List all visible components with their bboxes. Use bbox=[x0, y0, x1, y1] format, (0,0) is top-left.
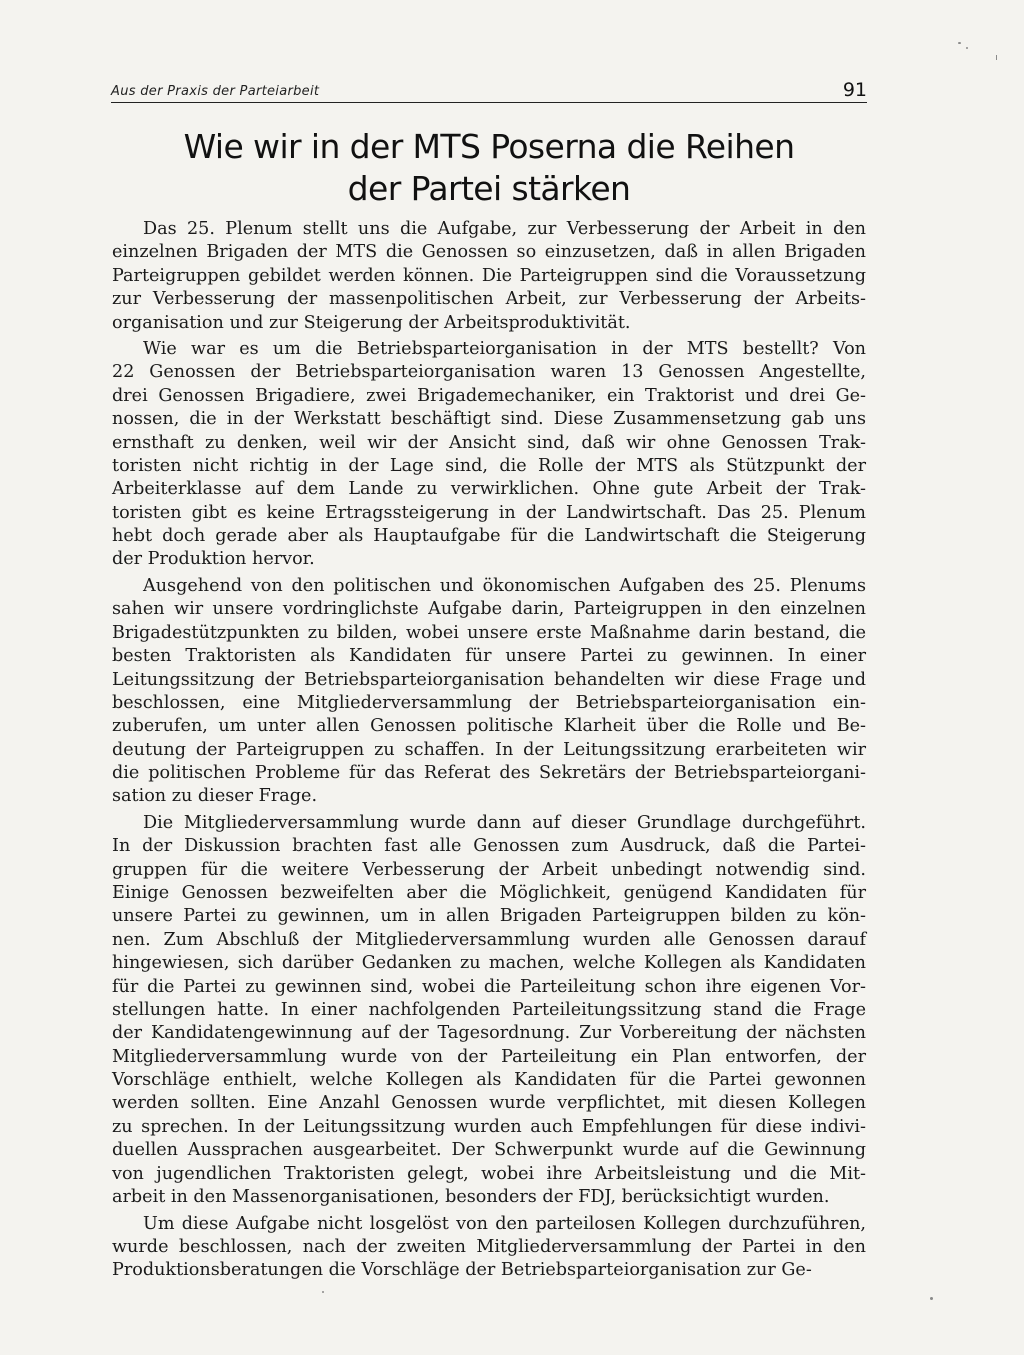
text-line: der Kandidatengewinnung auf der Tagesordnung. Zur Vorbereitung der nächsten bbox=[112, 1023, 866, 1044]
text-line: Einige Genossen bezweifelten aber die Möglichkeit, genügend Kandidaten für bbox=[112, 883, 866, 904]
text-line: besten Traktoristen als Kandidaten für unsere Partei zu gewinnen. In einer bbox=[112, 646, 866, 667]
text-line: der Produktion hervor. bbox=[112, 549, 315, 570]
running-title: Aus der Praxis der Parteiarbeit bbox=[111, 84, 320, 99]
text-line: Parteigruppen gebildet werden können. Die Parteigruppen sind die Voraussetzung bbox=[112, 265, 866, 286]
text-line: einzelnen Brigaden der MTS die Genossen so einzusetzen, daß in allen Brigaden bbox=[112, 242, 866, 263]
text-line: Wie war es um die Betriebsparteiorganisation in der MTS bestellt? Von bbox=[143, 339, 866, 360]
text-line: gruppen für die weitere Verbesserung der Arbeit unbedingt notwendig sind. bbox=[112, 859, 866, 880]
paper-speck bbox=[322, 1291, 324, 1293]
paper-speck bbox=[996, 55, 997, 60]
text-line: Produktionsberatungen die Vorschläge der Betriebsparteiorganisation zur Ge- bbox=[112, 1260, 812, 1281]
paragraph bbox=[112, 338, 866, 572]
paragraph bbox=[112, 218, 866, 335]
text-line: zu sprechen. In der Leitungssitzung wurden auch Empfehlungen für diese indivi- bbox=[112, 1116, 866, 1137]
text-line: stellungen hatte. In einer nachfolgenden Parteileitungssitzung stand die Frage bbox=[112, 999, 866, 1020]
text-line: duellen Aussprachen ausgearbeitet. Der Schwerpunkt wurde auf die Gewinnung bbox=[112, 1140, 866, 1161]
text-line: Das 25. Plenum stellt uns die Aufgabe, zur Verbesserung der Arbeit in den bbox=[143, 219, 866, 239]
text-line: Ausgehend von den politischen und ökonomischen Aufgaben des 25. Plenums bbox=[143, 576, 866, 596]
paper-speck bbox=[958, 42, 961, 44]
article-body bbox=[112, 218, 866, 1283]
text-line: beschlossen, eine Mitgliederversammlung der Betriebsparteiorganisation ein- bbox=[112, 692, 866, 713]
text-line: Die Mitgliederversammlung wurde dann auf dieser Grundlage durchgeführt. bbox=[143, 812, 866, 833]
text-line: unsere Partei zu gewinnen, um in allen Brigaden Parteigruppen bilden zu kön- bbox=[112, 906, 866, 927]
paragraph bbox=[112, 812, 866, 1209]
text-line: Um diese Aufgabe nicht losgelöst von den parteilosen Kollegen durchzuführen, bbox=[143, 1213, 866, 1234]
text-line: toristen gibt es keine Ertragssteigerung in der Landwirtschaft. Das 25. Plenum bbox=[112, 502, 866, 523]
text-line: Leitungssitzung der Betriebsparteiorganisation behandelten wir diese Frage und bbox=[112, 669, 866, 690]
text-line: die politischen Probleme für das Referat des Sekretärs der Betriebsparteiorgani- bbox=[112, 763, 866, 783]
text-line: Arbeiterklasse auf dem Lande zu verwirklichen. Ohne gute Arbeit der Trak- bbox=[112, 479, 866, 500]
text-line: wurde beschlossen, nach der zweiten Mitgliederversammlung der Partei in den bbox=[112, 1236, 866, 1257]
paper-speck bbox=[930, 1297, 933, 1300]
text-line: toristen nicht richtig in der Lage sind, die Rolle der MTS als Stützpunkt der bbox=[112, 455, 866, 476]
page-number: 91 bbox=[842, 79, 867, 101]
article-title-line-1: Wie wir in der MTS Poserna die Reihen bbox=[183, 127, 795, 166]
text-line: hebt doch gerade aber als Hauptaufgabe für die Landwirtschaft die Steigerung bbox=[112, 526, 866, 547]
text-line: zuberufen, um unter allen Genossen politische Klarheit über die Rolle und Be- bbox=[112, 716, 866, 737]
text-line: 22 Genossen der Betriebsparteiorganisation waren 13 Genossen Angestellte, bbox=[112, 362, 866, 383]
paragraph bbox=[112, 1213, 866, 1283]
running-header bbox=[111, 78, 867, 103]
text-line: sation zu dieser Frage. bbox=[112, 786, 318, 807]
text-line: von jugendlichen Traktoristen gelegt, wobei ihre Arbeitsleistung und die Mit- bbox=[112, 1163, 866, 1184]
text-line: ernsthaft zu denken, weil wir der Ansicht sind, daß wir ohne Genossen Trak- bbox=[112, 432, 866, 453]
text-line: sahen wir unsere vordringlichste Aufgabe darin, Parteigruppen in den einzelnen bbox=[112, 599, 866, 620]
text-line: zur Verbesserung der massenpolitischen Arbeit, zur Verbesserung der Arbeits- bbox=[112, 289, 866, 310]
text-line: nen. Zum Abschluß der Mitgliederversammlung wurden alle Genossen darauf bbox=[112, 929, 866, 950]
text-line: arbeit in den Massenorganisationen, besonders der FDJ, berücksichtigt wurden. bbox=[112, 1186, 830, 1207]
text-line: drei Genossen Brigadiere, zwei Brigademechaniker, ein Traktorist und drei Ge- bbox=[112, 385, 866, 406]
text-line: deutung der Parteigruppen zu schaffen. In der Leitungssitzung erarbeiteten wir bbox=[112, 739, 866, 760]
text-line: Mitgliederversammlung wurde von der Parteileitung ein Plan entworfen, der bbox=[112, 1046, 866, 1067]
text-line: werden sollten. Eine Anzahl Genossen wurde verpflichtet, mit diesen Kollegen bbox=[112, 1093, 866, 1114]
text-line: für die Partei zu gewinnen sind, wobei die Parteileitung schon ihre eigenen Vor- bbox=[112, 976, 866, 997]
text-line: Brigadestützpunkten zu bilden, wobei unsere erste Maßnahme darin bestand, die bbox=[112, 622, 866, 643]
text-line: hingewiesen, sich darüber Gedanken zu machen, welche Kollegen als Kandidaten bbox=[112, 953, 866, 974]
text-line: Vorschläge enthielt, welche Kollegen als Kandidaten für die Partei gewonnen bbox=[112, 1070, 866, 1091]
article-title bbox=[111, 126, 867, 210]
text-line: nossen, die in der Werkstatt beschäftigt sind. Diese Zusammensetzung gab uns bbox=[112, 409, 866, 430]
paragraph bbox=[112, 575, 866, 809]
article-title-line-2: der Partei stärken bbox=[347, 169, 631, 208]
text-line: In der Diskussion brachten fast alle Genossen zum Ausdruck, daß die Partei- bbox=[112, 836, 866, 857]
paper-speck bbox=[966, 47, 968, 49]
text-line: organisation und zur Steigerung der Arbeitsproduktivität. bbox=[112, 312, 631, 333]
